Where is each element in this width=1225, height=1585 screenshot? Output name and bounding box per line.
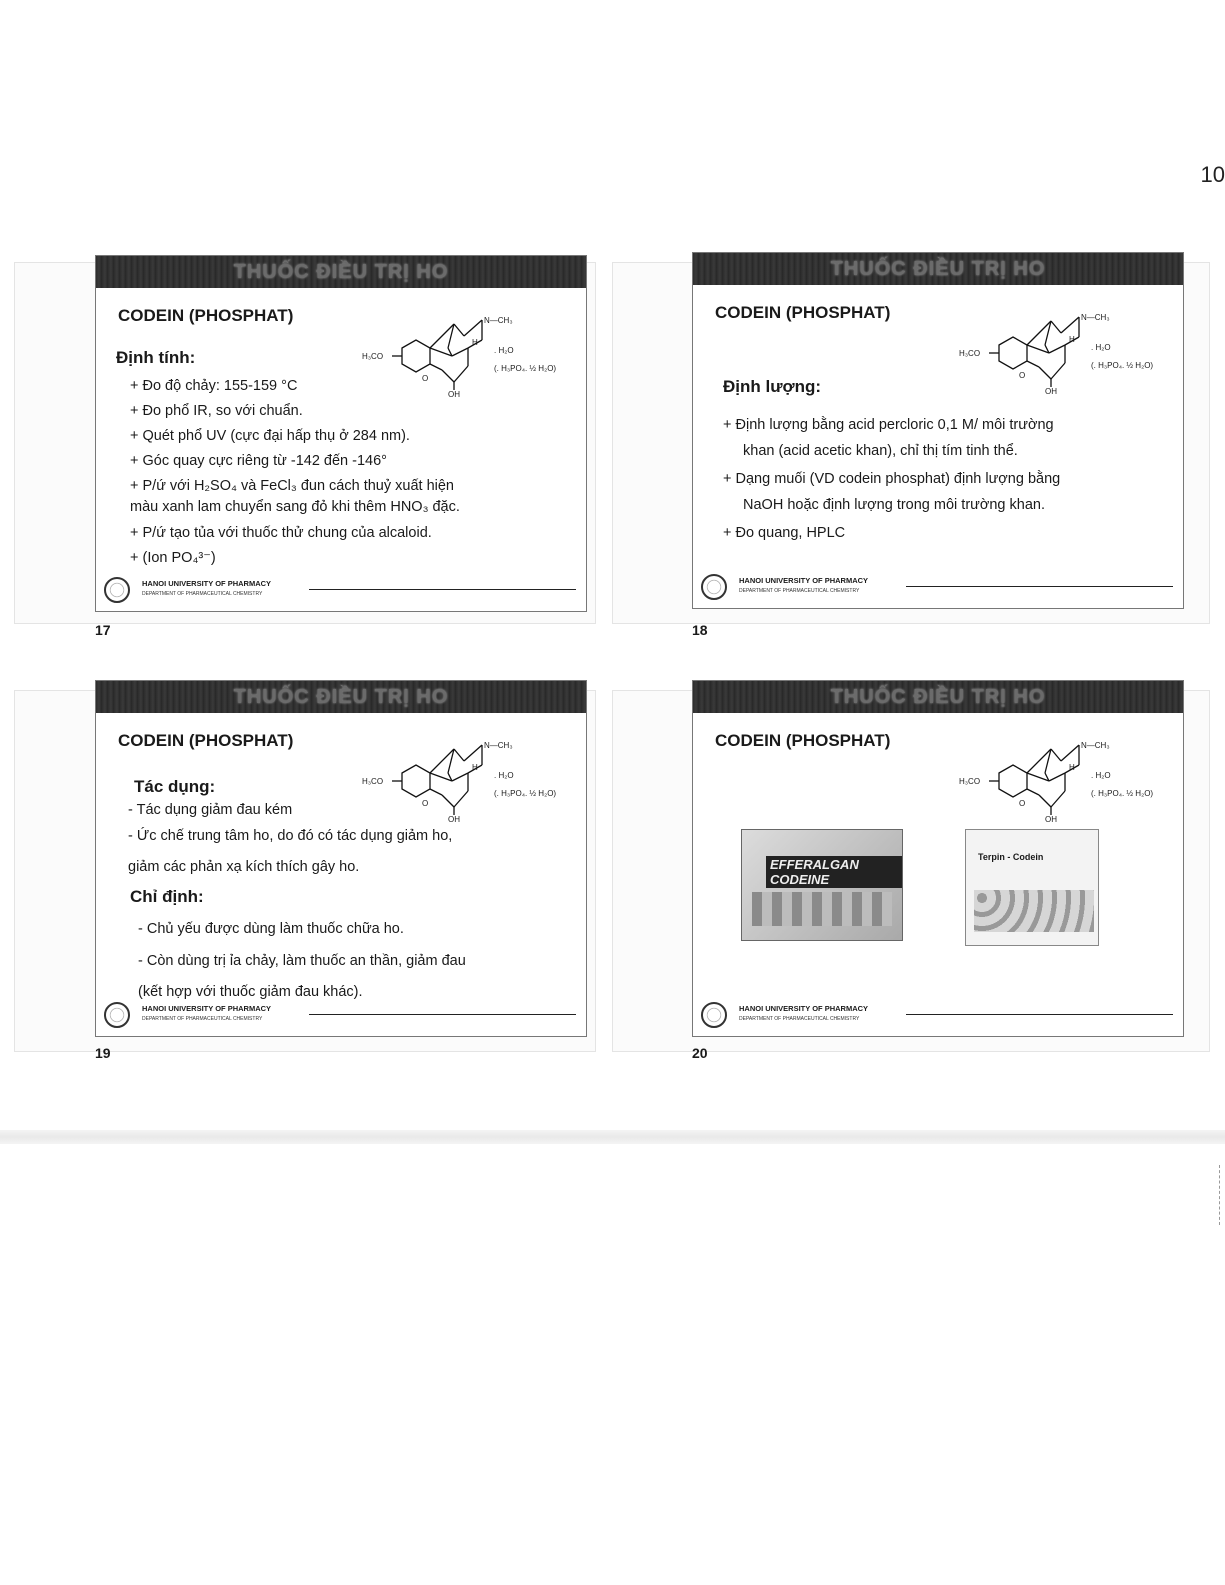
codeine-structure <box>358 715 587 825</box>
h-label: H <box>1069 763 1075 772</box>
university-logo <box>701 1002 727 1028</box>
codeine-structure <box>955 715 1184 825</box>
h-label: H <box>1069 335 1075 344</box>
hydroxyl-label: OH <box>1045 815 1057 824</box>
department-name: DEPARTMENT OF PHARMACEUTICAL CHEMISTRY <box>739 1016 860 1022</box>
university-name: HANOI UNIVERSITY OF PHARMACY <box>142 1004 272 1013</box>
slide-19 <box>95 680 587 1037</box>
slide-footer <box>104 577 576 605</box>
scan-shadow-band <box>0 1130 1225 1144</box>
n-methyl-label: N—CH₃ <box>1081 313 1110 322</box>
university-name: HANOI UNIVERSITY OF PHARMACY <box>142 579 272 588</box>
slide-title: CODEIN (PHOSPHAT) <box>715 731 891 750</box>
footer-rule <box>906 1014 1173 1015</box>
text-line: + Đo độ chảy: 155-159 °C <box>130 378 298 394</box>
section-heading: Tác dụng: <box>134 777 216 796</box>
hydroxyl-label: OH <box>448 815 460 824</box>
department-name: DEPARTMENT OF PHARMACEUTICAL CHEMISTRY <box>739 588 860 594</box>
hydroxyl-label: OH <box>448 390 460 399</box>
blister-pack <box>974 890 1094 932</box>
codeine-structure <box>955 287 1184 397</box>
department-name: DEPARTMENT OF PHARMACEUTICAL CHEMISTRY <box>142 1016 263 1022</box>
water-label: . H₂O <box>494 346 514 355</box>
n-methyl-label: N—CH₃ <box>484 741 513 750</box>
text-line: + Quét phổ UV (cực đại hấp thụ ở 284 nm). <box>130 428 410 444</box>
text-line: giảm các phản xạ kích thích gây ho. <box>128 859 360 875</box>
slide-17 <box>95 255 587 612</box>
salt-label: (. H₃PO₄. ½ H₂O) <box>1091 361 1154 370</box>
product-packaging <box>752 892 892 926</box>
text-line: - Tác dụng giảm đau kém <box>128 802 293 818</box>
text-line: + Dạng muối (VD codein phosphat) định lượng bằng <box>723 471 1061 487</box>
water-label: . H₂O <box>1091 771 1111 780</box>
slide-footer <box>701 1002 1173 1030</box>
text-line: - Ức chế trung tâm ho, do đó có tác dụng giảm ho, <box>128 828 453 844</box>
slide-title: CODEIN (PHOSPHAT) <box>118 731 294 750</box>
footer-rule <box>309 589 576 590</box>
oxygen-label: O <box>422 799 429 808</box>
slide-20 <box>692 680 1184 1037</box>
slide-header: THUỐC ĐIỀU TRỊ HO <box>96 681 586 713</box>
slide-number: 20 <box>692 1045 708 1061</box>
h-label: H <box>472 338 478 347</box>
water-label: . H₂O <box>1091 343 1111 352</box>
salt-label: (. H₃PO₄. ½ H₂O) <box>494 364 557 373</box>
footer-rule <box>906 586 1173 587</box>
scan-edge-mark <box>1219 1165 1222 1225</box>
efferalgan-codeine-box <box>741 829 903 941</box>
text-line: + P/ứ với H₂SO₄ và FeCl₃ đun cách thuỷ xuất hiện <box>130 478 454 494</box>
text-line: + P/ứ tạo tủa với thuốc thử chung của alcaloid. <box>130 525 432 541</box>
n-methyl-label: N—CH₃ <box>484 316 513 325</box>
text-line: + Đo phổ IR, so với chuẩn. <box>130 403 303 419</box>
text-line: + Định lượng bằng acid percloric 0,1 M/ môi trường <box>723 417 1054 433</box>
university-name: HANOI UNIVERSITY OF PHARMACY <box>739 1004 869 1013</box>
slide-header: THUỐC ĐIỀU TRỊ HO <box>96 256 586 288</box>
product-name: EFFERALGAN CODEINE <box>766 856 902 888</box>
oxygen-label: O <box>1019 799 1026 808</box>
section-heading: Định tính: <box>116 348 196 367</box>
slide-footer <box>701 574 1173 602</box>
terpin-codein-box <box>965 829 1099 946</box>
codeine-structure <box>358 290 587 400</box>
text-line: - Còn dùng trị ỉa chảy, làm thuốc an thần, giảm đau <box>138 953 466 969</box>
text-line: khan (acid acetic khan), chỉ thị tím tinh thể. <box>743 443 1018 459</box>
methoxy-label: H₃CO <box>362 352 384 361</box>
university-logo <box>104 1002 130 1028</box>
section-heading: Chỉ định: <box>130 887 204 906</box>
slide-18 <box>692 252 1184 609</box>
n-methyl-label: N—CH₃ <box>1081 741 1110 750</box>
slide-title: CODEIN (PHOSPHAT) <box>118 306 294 325</box>
slide-number: 19 <box>95 1045 111 1061</box>
slide-number: 17 <box>95 622 111 638</box>
oxygen-label: O <box>1019 371 1026 380</box>
university-name: HANOI UNIVERSITY OF PHARMACY <box>739 576 869 585</box>
methoxy-label: H₃CO <box>362 777 384 786</box>
section-heading: Định lượng: <box>723 377 822 396</box>
h-label: H <box>472 763 478 772</box>
product-name: Terpin - Codein <box>978 852 1044 862</box>
methoxy-label: H₃CO <box>959 349 981 358</box>
text-line: (kết hợp với thuốc giảm đau khác). <box>138 984 363 1000</box>
hydroxyl-label: OH <box>1045 387 1057 396</box>
salt-label: (. H₃PO₄. ½ H₂O) <box>494 789 557 798</box>
slide-header: THUỐC ĐIỀU TRỊ HO <box>693 253 1183 285</box>
text-line: + Đo quang, HPLC <box>723 525 846 541</box>
text-line: - Chủ yếu được dùng làm thuốc chữa ho. <box>138 921 404 937</box>
slide-footer <box>104 1002 576 1030</box>
text-line: màu xanh lam chuyển sang đỏ khi thêm HNO₃ đặc. <box>130 499 460 515</box>
page-number: 10 <box>1200 162 1225 187</box>
university-logo <box>701 574 727 600</box>
text-line: + (Ion PO₄³⁻) <box>130 550 216 566</box>
text-line: NaOH hoặc định lượng trong môi trường khan. <box>743 497 1045 513</box>
university-logo <box>104 577 130 603</box>
water-label: . H₂O <box>494 771 514 780</box>
salt-label: (. H₃PO₄. ½ H₂O) <box>1091 789 1154 798</box>
department-name: DEPARTMENT OF PHARMACEUTICAL CHEMISTRY <box>142 591 263 597</box>
slide-title: CODEIN (PHOSPHAT) <box>715 303 891 322</box>
methoxy-label: H₃CO <box>959 777 981 786</box>
text-line: + Góc quay cực riêng từ -142 đến -146° <box>130 453 387 469</box>
slide-number: 18 <box>692 622 708 638</box>
slide-header: THUỐC ĐIỀU TRỊ HO <box>693 681 1183 713</box>
oxygen-label: O <box>422 374 429 383</box>
footer-rule <box>309 1014 576 1015</box>
